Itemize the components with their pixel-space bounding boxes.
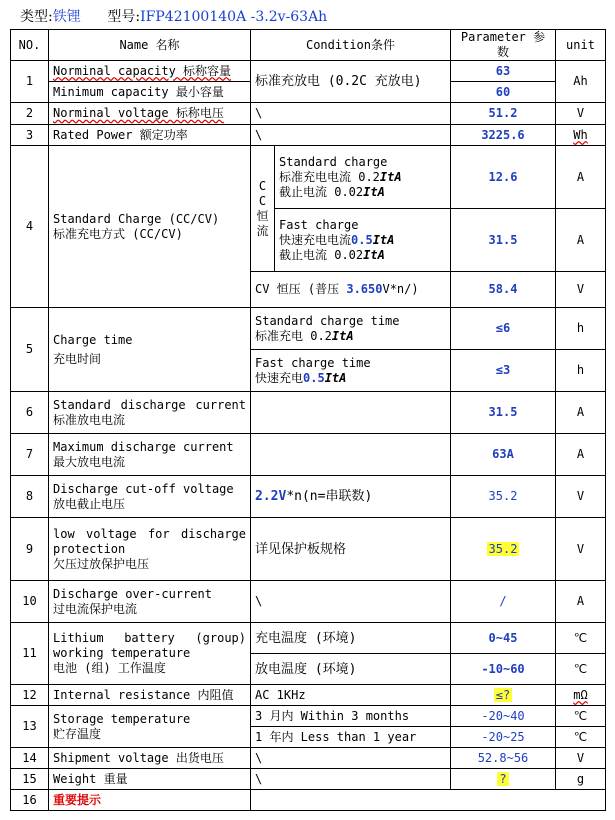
row-no: 14 bbox=[11, 748, 49, 769]
row-param: 63A bbox=[451, 434, 556, 476]
table-row bbox=[11, 518, 606, 581]
standard-charge-condition: Standard charge 标准充电电流 0.2ItA 截止电流 0.02ItA bbox=[275, 146, 451, 209]
row-unit: ℃ bbox=[556, 727, 606, 748]
row-no: 11 bbox=[11, 623, 49, 685]
important-note: 重要提示 bbox=[49, 790, 251, 811]
table-header-row bbox=[11, 30, 606, 61]
row-param: -20~40 bbox=[451, 706, 556, 727]
row-condition: \ bbox=[251, 581, 451, 623]
row-no: 15 bbox=[11, 769, 49, 790]
col-no: NO. bbox=[11, 30, 49, 61]
row-condition: 标准充放电 (0.2C 充放电) bbox=[251, 61, 451, 103]
row-condition bbox=[251, 392, 451, 434]
row-param: ≤3 bbox=[451, 350, 556, 392]
row-param: ≤? bbox=[451, 685, 556, 706]
table-row bbox=[11, 623, 606, 654]
col-name: Name 名称 bbox=[49, 30, 251, 61]
table-row bbox=[11, 581, 606, 623]
row-condition: Standard charge time 标准充电 0.2ItA bbox=[251, 308, 451, 350]
row-unit: V bbox=[556, 272, 606, 308]
row-param: 63 bbox=[451, 61, 556, 82]
row-param: 35.2 bbox=[451, 476, 556, 518]
row-unit: A bbox=[556, 581, 606, 623]
row-unit: A bbox=[556, 146, 606, 209]
row-param: -10~60 bbox=[451, 654, 556, 685]
row-name: Rated Power 额定功率 bbox=[49, 125, 251, 146]
row-no: 8 bbox=[11, 476, 49, 518]
row-name: Standard Charge (CC/CV) 标准充电方式 (CC/CV) bbox=[49, 146, 251, 308]
row-param: 12.6 bbox=[451, 146, 556, 209]
table-row bbox=[11, 685, 606, 706]
row-name: Minimum capacity 最小容量 bbox=[49, 82, 251, 103]
row-unit: ℃ bbox=[556, 623, 606, 654]
type-label: 类型: bbox=[20, 9, 53, 25]
table-row bbox=[11, 146, 606, 209]
row-no: 16 bbox=[11, 790, 49, 811]
row-condition: 3 月内 Within 3 months bbox=[251, 706, 451, 727]
row-condition: \ bbox=[251, 103, 451, 125]
table-row bbox=[11, 790, 606, 811]
row-no: 6 bbox=[11, 392, 49, 434]
table-row bbox=[11, 748, 606, 769]
row-no: 9 bbox=[11, 518, 49, 581]
row-param: ? bbox=[451, 769, 556, 790]
important-note-content bbox=[251, 790, 606, 811]
row-unit: ℃ bbox=[556, 706, 606, 727]
table-row bbox=[11, 476, 606, 518]
row-no: 7 bbox=[11, 434, 49, 476]
row-condition: 放电温度 (环境) bbox=[251, 654, 451, 685]
spec-table bbox=[10, 29, 606, 811]
row-condition: AC 1KHz bbox=[251, 685, 451, 706]
row-param: 31.5 bbox=[451, 392, 556, 434]
row-unit: h bbox=[556, 308, 606, 350]
col-unit: unit bbox=[556, 30, 606, 61]
row-unit: V bbox=[556, 476, 606, 518]
model-value: IFP42100140A -3.2v-63Ah bbox=[140, 9, 328, 25]
table-row bbox=[11, 103, 606, 125]
row-unit: A bbox=[556, 434, 606, 476]
row-param: 31.5 bbox=[451, 209, 556, 272]
row-no: 1 bbox=[11, 61, 49, 103]
cc-label: C C 恒 流 bbox=[251, 146, 275, 272]
row-name: Charge time 充电时间 bbox=[49, 308, 251, 392]
row-condition: \ bbox=[251, 748, 451, 769]
row-param: 35.2 bbox=[451, 518, 556, 581]
row-no: 12 bbox=[11, 685, 49, 706]
row-unit: g bbox=[556, 769, 606, 790]
row-name: Norminal capacity 标称容量 bbox=[49, 61, 251, 82]
row-unit: A bbox=[556, 392, 606, 434]
row-param: 58.4 bbox=[451, 272, 556, 308]
row-no: 4 bbox=[11, 146, 49, 308]
row-unit: V bbox=[556, 518, 606, 581]
table-row bbox=[11, 125, 606, 146]
row-no: 5 bbox=[11, 308, 49, 392]
row-condition: 2.2V*n(n=串联数) bbox=[251, 476, 451, 518]
row-unit: h bbox=[556, 350, 606, 392]
row-unit: V bbox=[556, 103, 606, 125]
col-param: Parameter 参数 bbox=[451, 30, 556, 61]
fast-charge-condition: Fast charge 快速充电电流0.5ItA 截止电流 0.02ItA bbox=[275, 209, 451, 272]
row-name: Shipment voltage 出货电压 bbox=[49, 748, 251, 769]
row-condition: Fast charge time 快速充电0.5ItA bbox=[251, 350, 451, 392]
model-label: 型号: bbox=[107, 9, 141, 25]
row-param: 52.8~56 bbox=[451, 748, 556, 769]
row-unit: A bbox=[556, 209, 606, 272]
row-unit: ℃ bbox=[556, 654, 606, 685]
row-condition: 详见保护板规格 bbox=[251, 518, 451, 581]
row-param: 60 bbox=[451, 82, 556, 103]
spec-header bbox=[20, 6, 327, 26]
table-row bbox=[11, 392, 606, 434]
table-row bbox=[11, 434, 606, 476]
row-unit: V bbox=[556, 748, 606, 769]
row-no: 13 bbox=[11, 706, 49, 748]
row-name: Discharge cut-off voltage 放电截止电压 bbox=[49, 476, 251, 518]
row-unit: mΩ bbox=[556, 685, 606, 706]
col-condition: Condition条件 bbox=[251, 30, 451, 61]
row-condition: \ bbox=[251, 769, 451, 790]
row-no: 10 bbox=[11, 581, 49, 623]
row-no: 3 bbox=[11, 125, 49, 146]
row-param: ≤6 bbox=[451, 308, 556, 350]
row-condition: 充电温度 (环境) bbox=[251, 623, 451, 654]
table-row bbox=[11, 706, 606, 727]
row-name: Weight 重量 bbox=[49, 769, 251, 790]
row-param: / bbox=[451, 581, 556, 623]
row-name: Norminal voltage 标称电压 bbox=[49, 103, 251, 125]
cv-condition: CV 恒压 (普压 3.650V*n/) bbox=[251, 272, 451, 308]
row-name: Maximum discharge current 最大放电电流 bbox=[49, 434, 251, 476]
table-row bbox=[11, 769, 606, 790]
row-unit: Wh bbox=[556, 125, 606, 146]
table-row bbox=[11, 61, 606, 82]
row-name: Discharge over-current 过电流保护电流 bbox=[49, 581, 251, 623]
row-condition: \ bbox=[251, 125, 451, 146]
row-param: 0~45 bbox=[451, 623, 556, 654]
row-param: 3225.6 bbox=[451, 125, 556, 146]
row-param: -20~25 bbox=[451, 727, 556, 748]
row-condition bbox=[251, 434, 451, 476]
row-name: Internal resistance 内阻值 bbox=[49, 685, 251, 706]
type-value: 铁锂 bbox=[52, 9, 81, 25]
row-no: 2 bbox=[11, 103, 49, 125]
row-name: Standard discharge current 标准放电电流 bbox=[49, 392, 251, 434]
row-param: 51.2 bbox=[451, 103, 556, 125]
row-name: Storage temperature 贮存温度 bbox=[49, 706, 251, 748]
row-name: low voltage for discharge protection 欠压过放保护电压 bbox=[49, 518, 251, 581]
row-name: Lithium battery (group) working temperature 电池 (组) 工作温度 bbox=[49, 623, 251, 685]
row-condition: 1 年内 Less than 1 year bbox=[251, 727, 451, 748]
table-row bbox=[11, 308, 606, 350]
row-unit: Ah bbox=[556, 61, 606, 103]
